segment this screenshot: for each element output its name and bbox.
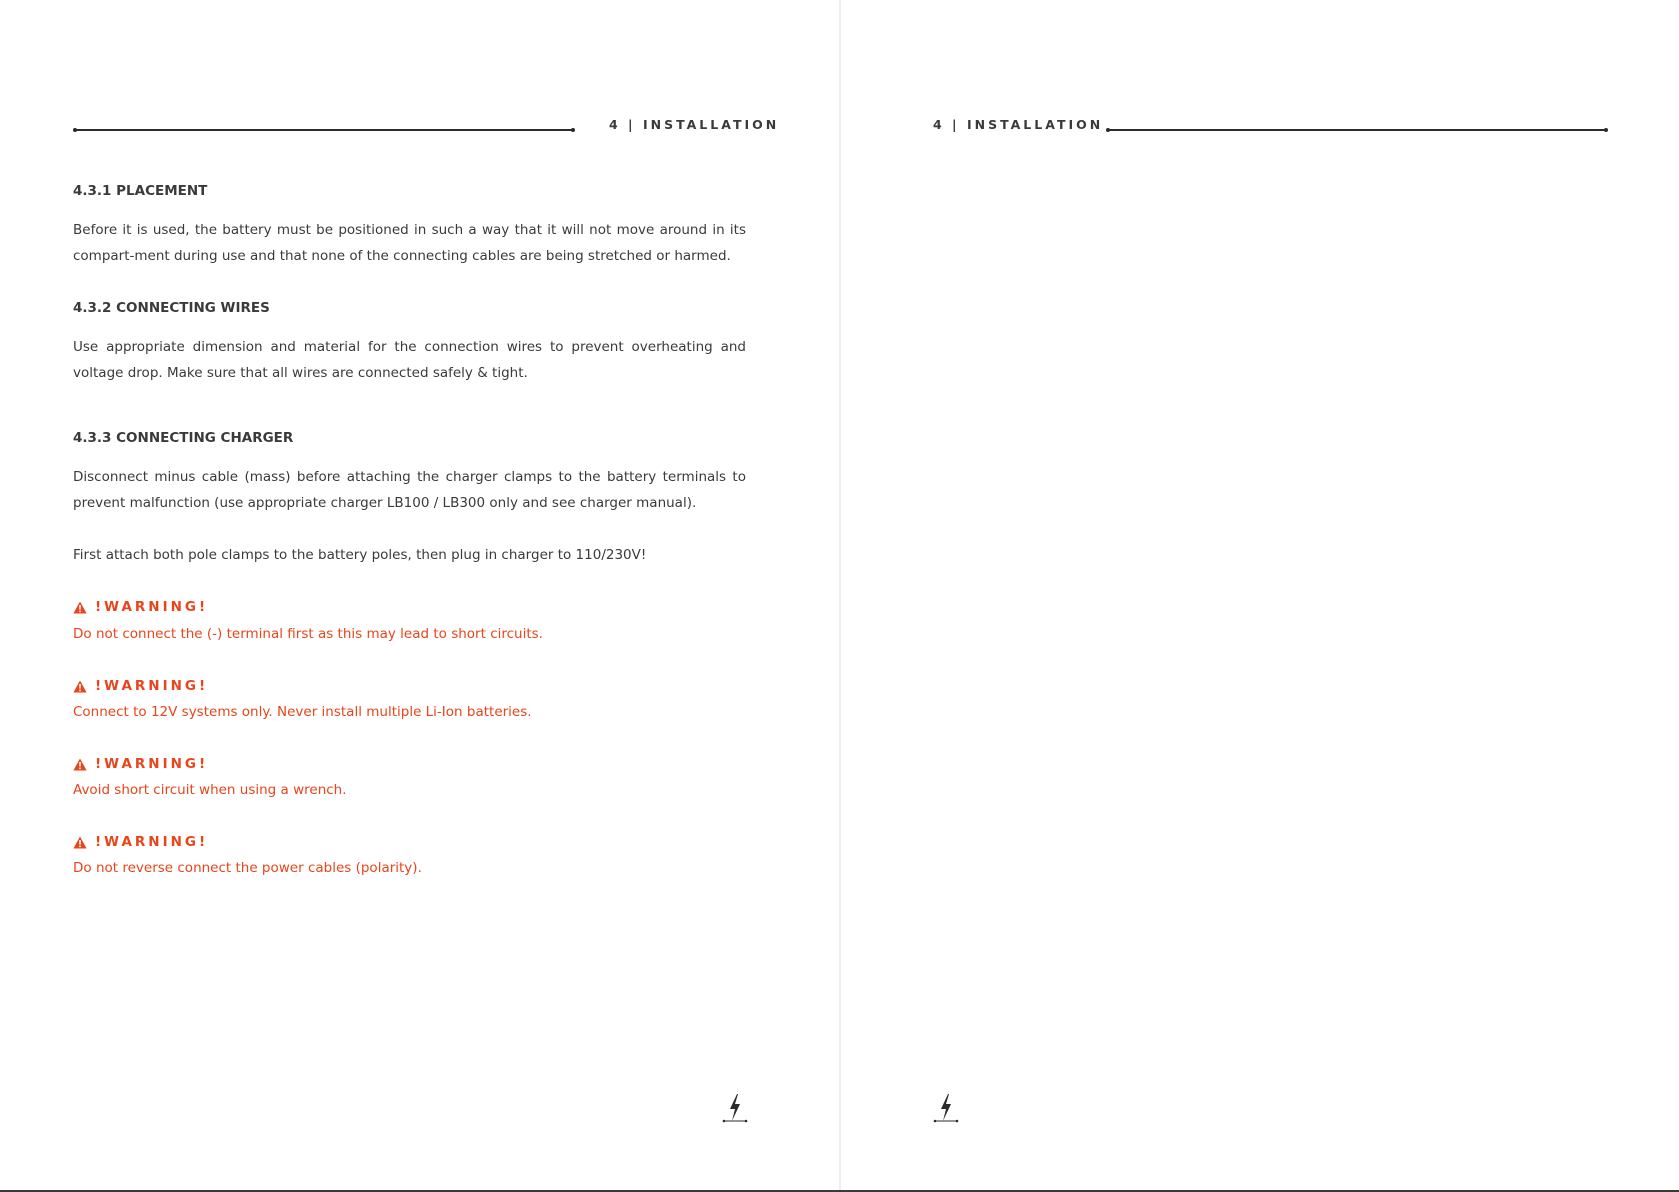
warning-triangle-icon — [73, 601, 87, 614]
warning-text: Do not connect the (-) terminal first as this may lead to short circuits. — [73, 626, 543, 642]
warning-triangle-icon — [73, 836, 87, 849]
warning-triangle-icon — [73, 680, 87, 693]
lightning-bolt-logo-icon — [722, 1093, 748, 1125]
warning-text: Connect to 12V systems only. Never install multiple Li-Ion batteries. — [73, 704, 532, 720]
page-header-title: 4 | INSTALLATION — [609, 117, 780, 132]
page-header-title: 4 | INSTALLATION — [933, 117, 1104, 132]
warning-triangle-icon — [73, 758, 87, 771]
warning-text: Do not reverse connect the power cables (polarity). — [73, 860, 422, 876]
warning-title — [73, 756, 208, 772]
section-text-placement: Before it is used, the battery must be positioned in such a way that it will not move around in its compart-ment during use and that none of the connecting cables are being stretched or harmed. — [73, 222, 746, 264]
header-rule-right — [1108, 129, 1606, 131]
warning-text: Avoid short circuit when using a wrench. — [73, 782, 347, 798]
section-heading-charger: 4.3.3 CONNECTING CHARGER — [73, 430, 294, 446]
section-text-wires: Use appropriate dimension and material for the connection wires to prevent overheating and voltage drop. Make sure that all wires are connected safely & tight. — [73, 339, 746, 381]
warning-label: !WARNING! — [95, 599, 209, 615]
warning-label: !WARNING! — [95, 756, 209, 772]
warning-label: !WARNING! — [95, 834, 209, 850]
warning-label: !WARNING! — [95, 678, 209, 694]
section-text-charger-steps: First attach both pole clamps to the battery poles, then plug in charger to 110/230V! — [73, 547, 647, 563]
warning-title — [73, 599, 208, 615]
section-heading-wires: 4.3.2 CONNECTING WIRES — [73, 300, 270, 316]
warning-title — [73, 834, 208, 850]
header-rule-left — [75, 129, 573, 131]
warning-title — [73, 678, 208, 694]
section-heading-placement: 4.3.1 PLACEMENT — [73, 183, 208, 199]
lightning-bolt-logo-icon — [933, 1093, 959, 1125]
left-page — [0, 0, 839, 1192]
right-page — [841, 0, 1679, 1192]
section-text-charger: Disconnect minus cable (mass) before attaching the charger clamps to the battery terminals to prevent malfunction (use appropriate charger LB100 / LB300 only and see charger manual). — [73, 469, 746, 511]
